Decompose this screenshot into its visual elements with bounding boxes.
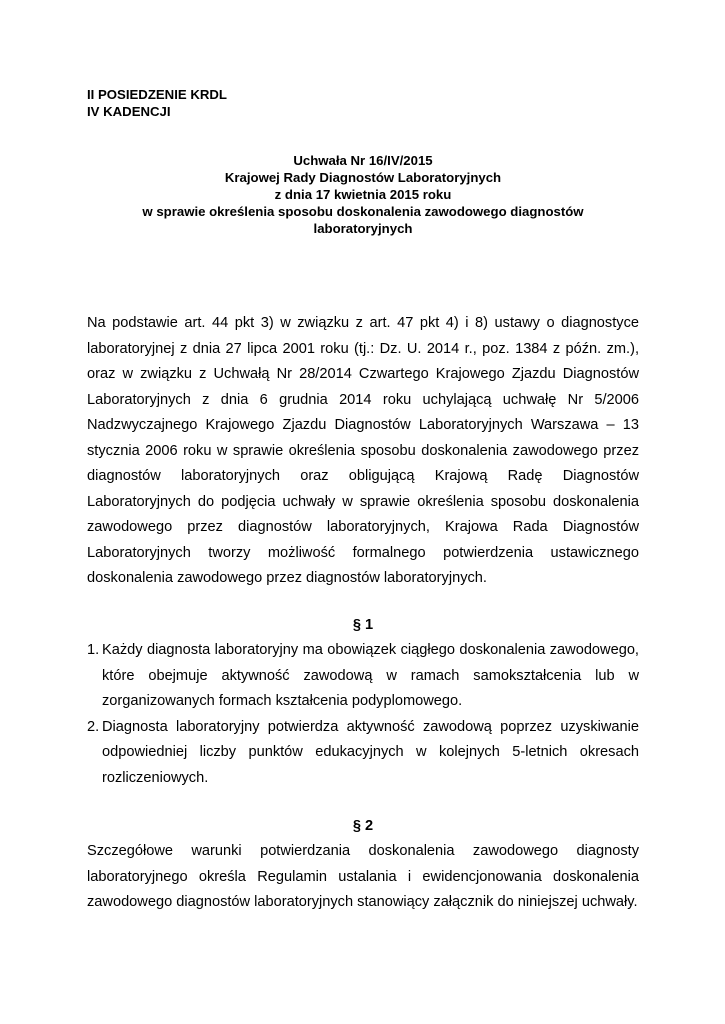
meeting-header-line2: IV KADENCJI xyxy=(87,104,171,119)
resolution-number: Uchwała Nr 16/IV/2015 xyxy=(293,153,433,168)
resolution-date: z dnia 17 kwietnia 2015 roku xyxy=(274,187,452,202)
resolution-issuer: Krajowej Rady Diagnostów Laboratoryjnych xyxy=(224,170,502,185)
meeting-header xyxy=(87,86,227,120)
list-item xyxy=(87,638,639,715)
list-item-number: 1. xyxy=(87,642,100,658)
list-item xyxy=(87,715,639,792)
section-1-heading: § 1 xyxy=(352,617,374,633)
list-item-number: 2. xyxy=(87,718,100,735)
resolution-title xyxy=(87,152,639,237)
list-item-text: Każdy diagnosta laboratoryjny ma obowiązek ciągłego doskonalenia zawodowego, które obejmuje aktywność zawodową w ramach samokształcenia lub w zorganizowanych formach kształcenia podyplomowego. xyxy=(102,642,639,709)
section-2-heading: § 2 xyxy=(352,818,374,834)
section-1-list xyxy=(87,638,639,791)
section-2-paragraph: Szczegółowe warunki potwierdzania doskonalenia zawodowego diagnosty laboratoryjnego określa Regulamin ustalania i ewidencjonowania doskonalenia zawodowego diagnostów laboratoryjnych stanowiący załącznik do niniejszej uchwały. xyxy=(87,843,639,910)
meeting-header-line1: II POSIEDZENIE KRDL xyxy=(87,87,227,102)
resolution-subject: w sprawie określenia sposobu doskonalenia zawodowego diagnostów xyxy=(142,204,584,219)
list-item-text: Diagnosta laboratoryjny potwierdza aktywność zawodową poprzez uzyskiwanie odpowiedniej liczby punktów edukacyjnych w kolejnych 5-letnich okresach rozliczeniowych. xyxy=(102,718,639,786)
resolution-subject-cont: laboratoryjnych xyxy=(313,221,413,236)
preamble-paragraph: Na podstawie art. 44 pkt 3) w związku z art. 47 pkt 4) i 8) ustawy o diagnostyce laboratoryjnej z dnia 27 lipca 2001 roku (tj.: Dz. U. 2014 r., poz. 1384 z późn. zm.), oraz w związku z Uchwałą Nr 28/2014 Czwartego Krajowego Zjazdu Diagnostów Laboratoryjnych z dnia 6 grudnia 2014 roku uchylającą uchwałę Nr 5/2006 Nadzwyczajnego Krajowego Zjazdu Diagnostów Laboratoryjnych Warszawa – 13 stycznia 2006 roku w sprawie określenia sposobu doskonalenia zawodowego przez diagnostów laboratoryjnych oraz obligującą Krajową Radę Diagnostów Laboratoryjnych do podjęcia uchwały w sprawie określenia sposobu doskonalenia zawodowego przez diagnostów laboratoryjnych, Krajowa Rada Diagnostów Laboratoryjnych tworzy możliwość formalnego potwierdzenia ustawicznego doskonalenia zawodowego przez diagnostów laboratoryjnych. xyxy=(87,315,639,586)
